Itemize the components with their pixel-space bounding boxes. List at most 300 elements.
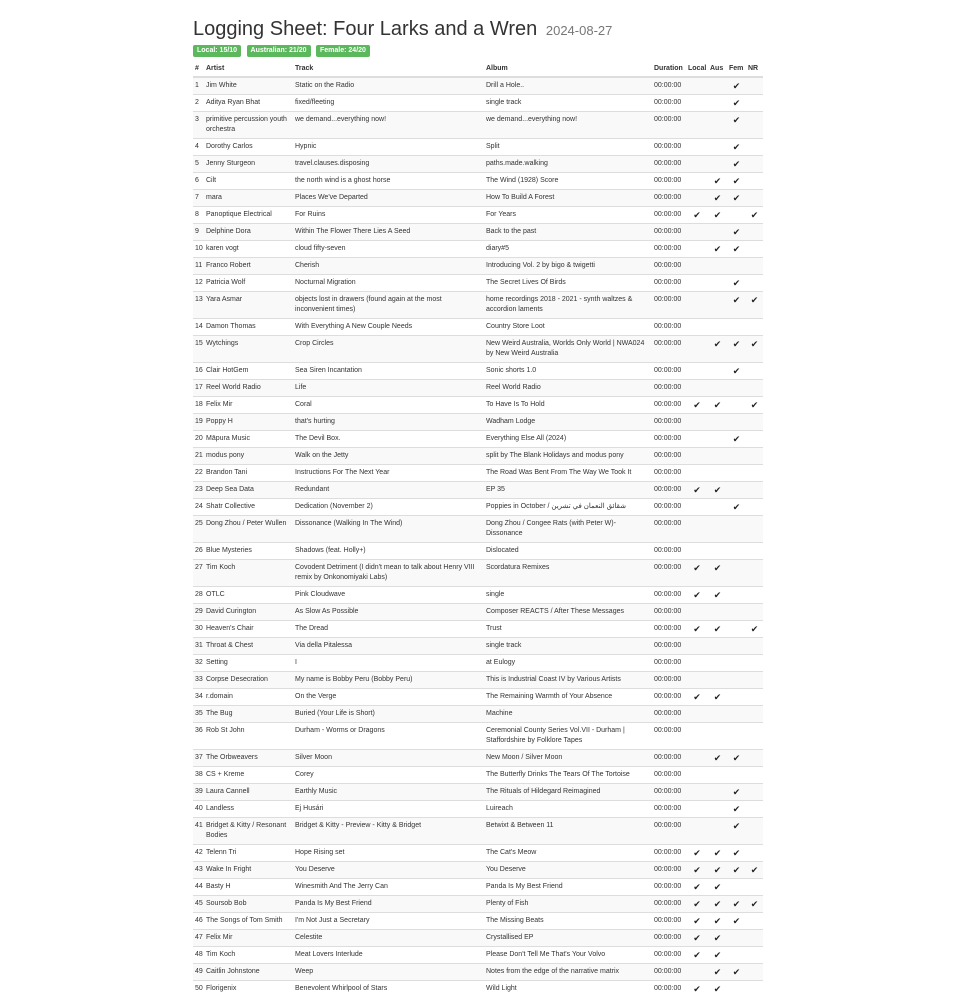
row-duration: 00:00:00 — [652, 173, 686, 190]
aus-check-cell — [708, 380, 727, 397]
row-duration: 00:00:00 — [652, 77, 686, 95]
fem-check-icon: ✔ — [727, 336, 746, 363]
table-row — [193, 139, 763, 156]
local-check-cell — [686, 431, 708, 448]
nr-check-cell — [746, 499, 763, 516]
row-artist: Aditya Ryan Bhat — [204, 95, 293, 112]
table-row — [193, 801, 763, 818]
fem-check-icon: ✔ — [727, 431, 746, 448]
aus-check-cell — [708, 784, 727, 801]
nr-check-cell — [746, 845, 763, 862]
fem-check-icon: ✔ — [727, 112, 746, 139]
row-duration: 00:00:00 — [652, 723, 686, 750]
nr-check-cell — [746, 750, 763, 767]
row-number: 12 — [193, 275, 204, 292]
row-track: I'm Not Just a Secretary — [293, 913, 484, 930]
table-row — [193, 947, 763, 964]
fem-check-icon: ✔ — [727, 275, 746, 292]
row-track: objects lost in drawers (found again at the most inconvenient times) — [293, 292, 484, 319]
local-check-icon: ✔ — [686, 981, 708, 997]
nr-check-icon: ✔ — [746, 336, 763, 363]
row-number: 47 — [193, 930, 204, 947]
row-album: The Secret Lives Of Birds — [484, 275, 652, 292]
table-row — [193, 380, 763, 397]
aus-check-cell — [708, 516, 727, 543]
row-number: 33 — [193, 672, 204, 689]
fem-check-icon: ✔ — [727, 190, 746, 207]
row-track: Ej Husári — [293, 801, 484, 818]
aus-check-cell — [708, 414, 727, 431]
row-artist: Tim Koch — [204, 947, 293, 964]
aus-check-icon: ✔ — [708, 397, 727, 414]
nr-check-icon: ✔ — [746, 207, 763, 224]
row-album: Drill a Hole.. — [484, 77, 652, 95]
row-track: Celestite — [293, 930, 484, 947]
row-duration: 00:00:00 — [652, 930, 686, 947]
nr-check-cell — [746, 77, 763, 95]
row-number: 6 — [193, 173, 204, 190]
aus-check-cell — [708, 95, 727, 112]
row-number: 50 — [193, 981, 204, 997]
local-check-icon: ✔ — [686, 845, 708, 862]
row-artist: Poppy H — [204, 414, 293, 431]
fem-check-cell — [727, 604, 746, 621]
local-check-icon: ✔ — [686, 587, 708, 604]
row-album: Poppies in October / شقائق النعمان في تشرين — [484, 499, 652, 516]
badge-local: Local: 15/10 — [193, 45, 241, 57]
nr-check-cell — [746, 947, 763, 964]
local-check-cell — [686, 173, 708, 190]
row-album: The Wind (1928) Score — [484, 173, 652, 190]
fem-check-cell — [727, 587, 746, 604]
row-number: 9 — [193, 224, 204, 241]
table-row — [193, 336, 763, 363]
local-check-cell — [686, 706, 708, 723]
row-duration: 00:00:00 — [652, 465, 686, 482]
row-number: 18 — [193, 397, 204, 414]
row-duration: 00:00:00 — [652, 604, 686, 621]
row-track: Meat Lovers Interlude — [293, 947, 484, 964]
aus-check-cell — [708, 604, 727, 621]
table-row — [193, 767, 763, 784]
aus-check-icon: ✔ — [708, 896, 727, 913]
row-album: Wild Light — [484, 981, 652, 997]
fem-check-cell — [727, 448, 746, 465]
row-album: Everything Else All (2024) — [484, 431, 652, 448]
local-check-icon: ✔ — [686, 896, 708, 913]
row-number: 17 — [193, 380, 204, 397]
row-artist: Brandon Tani — [204, 465, 293, 482]
table-row — [193, 913, 763, 930]
fem-check-cell — [727, 689, 746, 706]
nr-check-cell — [746, 363, 763, 380]
fem-check-icon: ✔ — [727, 862, 746, 879]
row-track: travel.clauses.disposing — [293, 156, 484, 173]
row-duration: 00:00:00 — [652, 689, 686, 706]
row-track: Buried (Your Life is Short) — [293, 706, 484, 723]
fem-check-cell — [727, 723, 746, 750]
fem-check-icon: ✔ — [727, 95, 746, 112]
local-check-icon: ✔ — [686, 862, 708, 879]
row-track: Earthly Music — [293, 784, 484, 801]
row-duration: 00:00:00 — [652, 621, 686, 638]
row-album: Sonic shorts 1.0 — [484, 363, 652, 380]
local-check-cell — [686, 767, 708, 784]
aus-check-cell — [708, 112, 727, 139]
row-artist: Corpse Desecration — [204, 672, 293, 689]
row-album: Plenty of Fish — [484, 896, 652, 913]
local-check-icon: ✔ — [686, 913, 708, 930]
row-artist: David Curington — [204, 604, 293, 621]
row-number: 11 — [193, 258, 204, 275]
local-check-cell — [686, 964, 708, 981]
row-artist: Laura Cannell — [204, 784, 293, 801]
row-duration: 00:00:00 — [652, 448, 686, 465]
row-number: 26 — [193, 543, 204, 560]
local-check-icon: ✔ — [686, 207, 708, 224]
tracks-table — [193, 62, 763, 997]
local-check-icon: ✔ — [686, 397, 708, 414]
row-track: For Ruins — [293, 207, 484, 224]
table-row — [193, 499, 763, 516]
nr-check-icon: ✔ — [746, 621, 763, 638]
row-artist: Felix Mir — [204, 930, 293, 947]
fem-check-cell — [727, 414, 746, 431]
row-artist: Panoptique Electrical — [204, 207, 293, 224]
row-artist: mara — [204, 190, 293, 207]
row-track: Coral — [293, 397, 484, 414]
aus-check-cell — [708, 672, 727, 689]
row-track: Bridget & Kitty - Preview - Kitty & Bridget — [293, 818, 484, 845]
aus-check-cell — [708, 655, 727, 672]
table-row — [193, 241, 763, 258]
row-artist: Dorothy Carlos — [204, 139, 293, 156]
nr-check-cell — [746, 190, 763, 207]
table-row — [193, 319, 763, 336]
row-track: Within The Flower There Lies A Seed — [293, 224, 484, 241]
aus-check-cell — [708, 465, 727, 482]
local-check-cell — [686, 784, 708, 801]
fem-check-cell — [727, 207, 746, 224]
local-check-cell — [686, 275, 708, 292]
col-header-fem: Fem — [727, 62, 746, 77]
fem-check-cell — [727, 767, 746, 784]
row-duration: 00:00:00 — [652, 543, 686, 560]
row-duration: 00:00:00 — [652, 516, 686, 543]
row-number: 25 — [193, 516, 204, 543]
row-number: 35 — [193, 706, 204, 723]
row-duration: 00:00:00 — [652, 981, 686, 997]
row-duration: 00:00:00 — [652, 560, 686, 587]
local-check-cell — [686, 319, 708, 336]
row-number: 31 — [193, 638, 204, 655]
row-duration: 00:00:00 — [652, 224, 686, 241]
nr-check-cell — [746, 95, 763, 112]
row-number: 44 — [193, 879, 204, 896]
row-album: at Eulogy — [484, 655, 652, 672]
table-row — [193, 818, 763, 845]
row-artist: The Orbweavers — [204, 750, 293, 767]
row-album: Panda Is My Best Friend — [484, 879, 652, 896]
local-check-cell — [686, 604, 708, 621]
table-row — [193, 77, 763, 95]
row-number: 45 — [193, 896, 204, 913]
row-duration: 00:00:00 — [652, 879, 686, 896]
row-track: You Deserve — [293, 862, 484, 879]
fem-check-icon: ✔ — [727, 845, 746, 862]
row-number: 41 — [193, 818, 204, 845]
local-check-cell — [686, 363, 708, 380]
local-check-cell — [686, 672, 708, 689]
local-check-cell — [686, 448, 708, 465]
row-track: Winesmith And The Jerry Can — [293, 879, 484, 896]
row-duration: 00:00:00 — [652, 258, 686, 275]
row-album: split by The Blank Holidays and modus pony — [484, 448, 652, 465]
row-duration: 00:00:00 — [652, 482, 686, 499]
nr-check-cell — [746, 543, 763, 560]
row-artist: Basty H — [204, 879, 293, 896]
row-number: 34 — [193, 689, 204, 706]
col-header-aus: Aus — [708, 62, 727, 77]
row-duration: 00:00:00 — [652, 112, 686, 139]
table-row — [193, 397, 763, 414]
row-track: that's hurting — [293, 414, 484, 431]
row-number: 28 — [193, 587, 204, 604]
row-track: As Slow As Possible — [293, 604, 484, 621]
row-number: 8 — [193, 207, 204, 224]
row-duration: 00:00:00 — [652, 818, 686, 845]
row-artist: Setting — [204, 655, 293, 672]
local-check-cell — [686, 139, 708, 156]
row-album: Scordatura Remixes — [484, 560, 652, 587]
table-row — [193, 258, 763, 275]
aus-check-icon: ✔ — [708, 981, 727, 997]
row-duration: 00:00:00 — [652, 336, 686, 363]
local-check-icon: ✔ — [686, 879, 708, 896]
row-duration: 00:00:00 — [652, 638, 686, 655]
row-duration: 00:00:00 — [652, 207, 686, 224]
row-number: 49 — [193, 964, 204, 981]
row-track: The Devil Box. — [293, 431, 484, 448]
row-duration: 00:00:00 — [652, 964, 686, 981]
row-number: 48 — [193, 947, 204, 964]
local-check-cell — [686, 655, 708, 672]
fem-check-icon: ✔ — [727, 241, 746, 258]
table-row — [193, 516, 763, 543]
row-duration: 00:00:00 — [652, 95, 686, 112]
local-check-cell — [686, 156, 708, 173]
nr-check-cell — [746, 448, 763, 465]
row-number: 14 — [193, 319, 204, 336]
local-check-icon: ✔ — [686, 689, 708, 706]
logging-sheet — [193, 16, 763, 997]
table-row — [193, 292, 763, 319]
row-duration: 00:00:00 — [652, 587, 686, 604]
table-row — [193, 689, 763, 706]
row-number: 46 — [193, 913, 204, 930]
local-check-icon: ✔ — [686, 482, 708, 499]
col-header-local: Local — [686, 62, 708, 77]
table-row — [193, 930, 763, 947]
row-album: The Butterfly Drinks The Tears Of The Tortoise — [484, 767, 652, 784]
nr-check-cell — [746, 767, 763, 784]
local-check-icon: ✔ — [686, 947, 708, 964]
local-check-cell — [686, 750, 708, 767]
local-check-cell — [686, 516, 708, 543]
badge-female: Female: 24/20 — [316, 45, 370, 57]
fem-check-cell — [727, 981, 746, 997]
nr-check-cell — [746, 604, 763, 621]
row-artist: Soursob Bob — [204, 896, 293, 913]
row-duration: 00:00:00 — [652, 706, 686, 723]
nr-check-cell — [746, 913, 763, 930]
aus-check-icon: ✔ — [708, 689, 727, 706]
row-number: 20 — [193, 431, 204, 448]
fem-check-icon: ✔ — [727, 499, 746, 516]
col-header-artist: Artist — [204, 62, 293, 77]
nr-check-cell — [746, 156, 763, 173]
nr-check-cell — [746, 431, 763, 448]
table-row — [193, 981, 763, 997]
nr-check-cell — [746, 801, 763, 818]
row-artist: Rob St John — [204, 723, 293, 750]
aus-check-cell — [708, 431, 727, 448]
fem-check-cell — [727, 930, 746, 947]
row-track: Places We've Departed — [293, 190, 484, 207]
row-track: Redundant — [293, 482, 484, 499]
row-album: Betwixt & Between 11 — [484, 818, 652, 845]
row-artist: Cilt — [204, 173, 293, 190]
row-duration: 00:00:00 — [652, 139, 686, 156]
row-track: Cherish — [293, 258, 484, 275]
aus-check-cell — [708, 319, 727, 336]
row-number: 40 — [193, 801, 204, 818]
fem-check-cell — [727, 397, 746, 414]
table-row — [193, 448, 763, 465]
row-artist: r.domain — [204, 689, 293, 706]
row-track: we demand...everything now! — [293, 112, 484, 139]
row-duration: 00:00:00 — [652, 947, 686, 964]
row-number: 22 — [193, 465, 204, 482]
row-number: 39 — [193, 784, 204, 801]
row-track: Static on the Radio — [293, 77, 484, 95]
table-row — [193, 414, 763, 431]
row-track: Pink Cloudwave — [293, 587, 484, 604]
nr-check-cell — [746, 930, 763, 947]
row-artist: Caitlin Johnstone — [204, 964, 293, 981]
row-album: The Missing Beats — [484, 913, 652, 930]
row-number: 37 — [193, 750, 204, 767]
row-artist: Shatr Collective — [204, 499, 293, 516]
nr-check-cell — [746, 465, 763, 482]
row-duration: 00:00:00 — [652, 499, 686, 516]
row-artist: Throat & Chest — [204, 638, 293, 655]
col-header-nr: NR — [746, 62, 763, 77]
aus-check-icon: ✔ — [708, 964, 727, 981]
row-album: How To Build A Forest — [484, 190, 652, 207]
table-row — [193, 604, 763, 621]
table-row — [193, 482, 763, 499]
table-row — [193, 879, 763, 896]
fem-check-icon: ✔ — [727, 964, 746, 981]
row-track: Dedication (November 2) — [293, 499, 484, 516]
fem-check-icon: ✔ — [727, 913, 746, 930]
aus-check-icon: ✔ — [708, 879, 727, 896]
row-duration: 00:00:00 — [652, 414, 686, 431]
nr-check-cell — [746, 723, 763, 750]
row-artist: Patricia Wolf — [204, 275, 293, 292]
table-body — [193, 77, 763, 997]
fem-check-icon: ✔ — [727, 77, 746, 95]
row-track: Silver Moon — [293, 750, 484, 767]
row-track: the north wind is a ghost horse — [293, 173, 484, 190]
row-number: 24 — [193, 499, 204, 516]
aus-check-cell — [708, 156, 727, 173]
fem-check-cell — [727, 543, 746, 560]
row-duration: 00:00:00 — [652, 275, 686, 292]
aus-check-cell — [708, 706, 727, 723]
row-artist: The Songs of Tom Smith — [204, 913, 293, 930]
local-check-cell — [686, 190, 708, 207]
row-artist: Clair HotGem — [204, 363, 293, 380]
row-duration: 00:00:00 — [652, 156, 686, 173]
row-number: 38 — [193, 767, 204, 784]
row-album: Trust — [484, 621, 652, 638]
row-track: Dissonance (Walking In The Wind) — [293, 516, 484, 543]
aus-check-icon: ✔ — [708, 621, 727, 638]
row-artist: karen vogt — [204, 241, 293, 258]
nr-check-icon: ✔ — [746, 862, 763, 879]
row-number: 1 — [193, 77, 204, 95]
table-row — [193, 543, 763, 560]
row-track: I — [293, 655, 484, 672]
quota-badges — [193, 45, 763, 59]
row-artist: Deep Sea Data — [204, 482, 293, 499]
nr-check-cell — [746, 241, 763, 258]
local-check-icon: ✔ — [686, 560, 708, 587]
row-album: Luireach — [484, 801, 652, 818]
fem-check-cell — [727, 655, 746, 672]
fem-check-cell — [727, 465, 746, 482]
nr-check-icon: ✔ — [746, 896, 763, 913]
aus-check-icon: ✔ — [708, 862, 727, 879]
fem-check-cell — [727, 482, 746, 499]
row-artist: Telenn Tri — [204, 845, 293, 862]
row-album: Ceremonial County Series Vol.VII - Durham | Staffordshire by Folklore Tapes — [484, 723, 652, 750]
local-check-cell — [686, 543, 708, 560]
table-row — [193, 964, 763, 981]
row-duration: 00:00:00 — [652, 190, 686, 207]
row-duration: 00:00:00 — [652, 363, 686, 380]
local-check-cell — [686, 241, 708, 258]
nr-check-cell — [746, 672, 763, 689]
aus-check-cell — [708, 224, 727, 241]
row-album: The Rituals of Hildegard Reimagined — [484, 784, 652, 801]
aus-check-icon: ✔ — [708, 947, 727, 964]
aus-check-cell — [708, 723, 727, 750]
fem-check-icon: ✔ — [727, 139, 746, 156]
row-number: 32 — [193, 655, 204, 672]
aus-check-cell — [708, 139, 727, 156]
col-header-duration: Duration — [652, 62, 686, 77]
row-number: 3 — [193, 112, 204, 139]
badge-australian: Australian: 21/20 — [247, 45, 311, 57]
table-row — [193, 862, 763, 879]
local-check-cell — [686, 224, 708, 241]
row-number: 21 — [193, 448, 204, 465]
nr-check-cell — [746, 689, 763, 706]
nr-check-cell — [746, 380, 763, 397]
